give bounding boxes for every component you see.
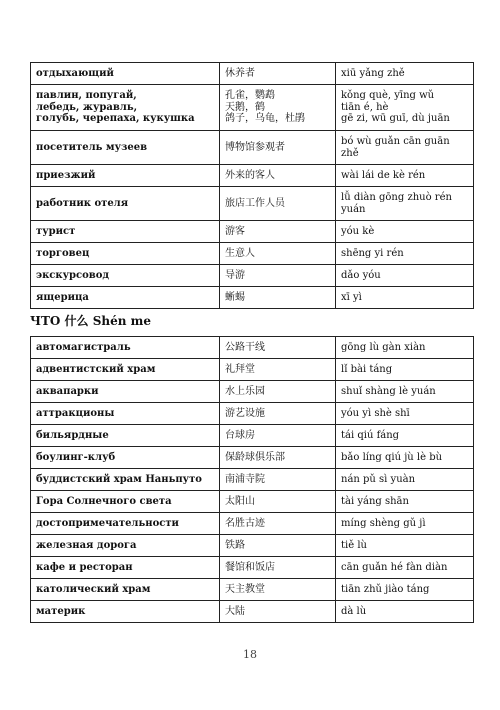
pinyin-cell: tái qiú fáng — [336, 425, 474, 447]
pinyin-cell: xī yì — [336, 287, 474, 309]
chinese-term-cell: 旅店工作人员 — [220, 187, 336, 221]
table-row — [31, 243, 474, 265]
russian-term-cell: аттракционы — [31, 403, 220, 425]
chinese-term-cell: 保龄球俱乐部 — [220, 447, 336, 469]
pinyin-cell: kǒng què, yīng wǔ tiān é, hè gē zi, wū guī, dù juān — [336, 85, 474, 131]
pinyin-cell: shuǐ shàng lè yuán — [336, 381, 474, 403]
pinyin-cell: shēng yi rén — [336, 243, 474, 265]
table-row — [31, 381, 474, 403]
pinyin-cell: dǎo yóu — [336, 265, 474, 287]
pinyin-cell: wài lái de kè rén — [336, 165, 474, 187]
russian-term-cell: Гора Солнечного света — [31, 491, 220, 513]
table-row — [31, 187, 474, 221]
table-row — [31, 359, 474, 381]
chinese-term-cell: 博物馆参观者 — [220, 131, 336, 165]
chinese-term-cell: 铁路 — [220, 535, 336, 557]
chinese-term-cell: 大陆 — [220, 601, 336, 623]
russian-term-cell: автомагистраль — [31, 337, 220, 359]
table-row — [31, 513, 474, 535]
russian-term-cell: ящерица — [31, 287, 220, 309]
table-row — [31, 85, 474, 131]
table-row — [31, 131, 474, 165]
pinyin-cell: míng shèng gǔ jì — [336, 513, 474, 535]
table-row — [31, 601, 474, 623]
page-number: 18 — [243, 648, 257, 661]
russian-term-cell: аквапарки — [31, 381, 220, 403]
pinyin-cell: bǎo líng qiú jù lè bù — [336, 447, 474, 469]
pinyin-cell: xiū yǎng zhě — [336, 63, 474, 85]
pinyin-cell: yóu kè — [336, 221, 474, 243]
pinyin-cell: tiān zhǔ jiào táng — [336, 579, 474, 601]
russian-term-cell: адвентистский храм — [31, 359, 220, 381]
pinyin-cell: lǐ bài táng — [336, 359, 474, 381]
section-title: ЧТО 什么 Shén me — [30, 314, 151, 328]
table-row — [31, 221, 474, 243]
chinese-term-cell: 游客 — [220, 221, 336, 243]
russian-term-cell: железная дорога — [31, 535, 220, 557]
table-row — [31, 337, 474, 359]
pinyin-cell: dà lù — [336, 601, 474, 623]
russian-term-cell: материк — [31, 601, 220, 623]
pinyin-cell: gōng lù gàn xiàn — [336, 337, 474, 359]
vocabulary-table-what-body — [31, 337, 474, 623]
table-row — [31, 535, 474, 557]
russian-term-cell: буддистский храм Наньпуто — [31, 469, 220, 491]
table-row — [31, 425, 474, 447]
pinyin-cell: tiě lù — [336, 535, 474, 557]
chinese-term-cell: 礼拜堂 — [220, 359, 336, 381]
chinese-term-cell: 孔雀，鹦鹉 天鹅，鹤 鸽子，乌龟，杜鹃 — [220, 85, 336, 131]
chinese-term-cell: 台球房 — [220, 425, 336, 447]
table-row — [31, 469, 474, 491]
russian-term-cell: достопримечательности — [31, 513, 220, 535]
russian-term-cell: посетитель музеев — [31, 131, 220, 165]
table-row — [31, 579, 474, 601]
pinyin-cell: nán pǔ sì yuàn — [336, 469, 474, 491]
chinese-term-cell: 公路干线 — [220, 337, 336, 359]
table-row — [31, 265, 474, 287]
table-row — [31, 491, 474, 513]
pinyin-cell: lǚ diàn gōng zhuò rén yuán — [336, 187, 474, 221]
chinese-term-cell: 蜥蜴 — [220, 287, 336, 309]
russian-term-cell: католический храм — [31, 579, 220, 601]
russian-term-cell: кафе и ресторан — [31, 557, 220, 579]
russian-term-cell: турист — [31, 221, 220, 243]
chinese-term-cell: 生意人 — [220, 243, 336, 265]
chinese-term-cell: 导游 — [220, 265, 336, 287]
russian-term-cell: боулинг-клуб — [31, 447, 220, 469]
table-row — [31, 557, 474, 579]
russian-term-cell: торговец — [31, 243, 220, 265]
russian-term-cell: бильярдные — [31, 425, 220, 447]
table-row — [31, 63, 474, 85]
chinese-term-cell: 休养者 — [220, 63, 336, 85]
russian-term-cell: отдыхающий — [31, 63, 220, 85]
russian-term-cell: работник отеля — [31, 187, 220, 221]
chinese-term-cell: 水上乐园 — [220, 381, 336, 403]
table-row — [31, 287, 474, 309]
russian-term-cell: экскурсовод — [31, 265, 220, 287]
pinyin-cell: yóu yì shè shī — [336, 403, 474, 425]
chinese-term-cell: 名胜古迹 — [220, 513, 336, 535]
table-row — [31, 403, 474, 425]
table-row — [31, 165, 474, 187]
pinyin-cell: bó wù guǎn cān guān zhě — [336, 131, 474, 165]
russian-term-cell: приезжий — [31, 165, 220, 187]
chinese-term-cell: 游艺设施 — [220, 403, 336, 425]
pinyin-cell: tài yáng shān — [336, 491, 474, 513]
pinyin-cell: cān guǎn hé fàn diàn — [336, 557, 474, 579]
vocabulary-table-people — [30, 62, 474, 309]
chinese-term-cell: 天主教堂 — [220, 579, 336, 601]
vocabulary-table-people-body — [31, 63, 474, 309]
document-page — [30, 62, 470, 623]
chinese-term-cell: 南浦寺院 — [220, 469, 336, 491]
vocabulary-table-what — [30, 336, 474, 623]
table-row — [31, 447, 474, 469]
russian-term-cell: павлин, попугай, лебедь, журавль, голубь, черепаха, кукушка — [31, 85, 220, 131]
chinese-term-cell: 太阳山 — [220, 491, 336, 513]
chinese-term-cell: 餐馆和饭店 — [220, 557, 336, 579]
chinese-term-cell: 外来的客人 — [220, 165, 336, 187]
